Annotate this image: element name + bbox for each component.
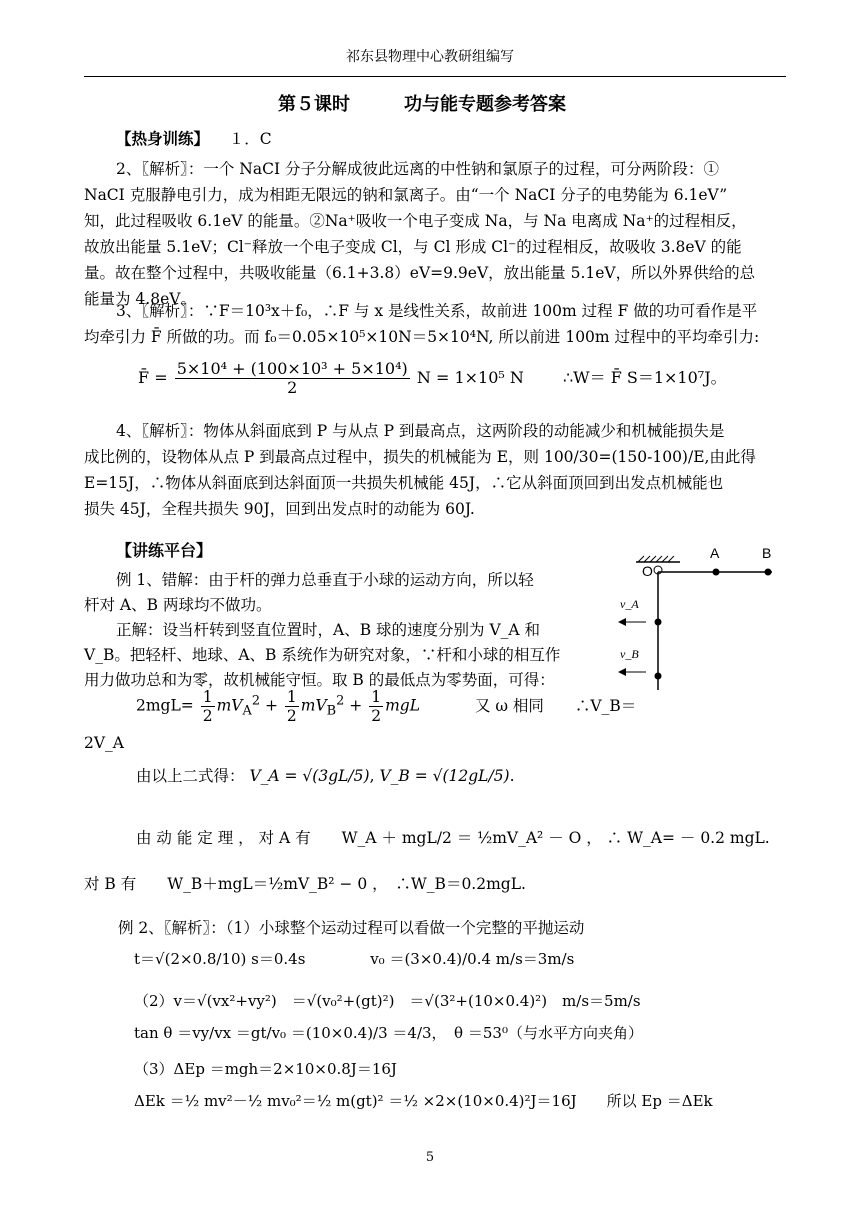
ball-b-bottom: [655, 673, 662, 680]
q4-line: 4、〖解析〗：物体从斜面底到 P 与从点 P 到最高点，这两阶段的动能减少和机械能损失是: [116, 422, 725, 440]
q2-line: NaCI 克服静电引力，成为相距无限远的钠和氯离子。由“一个 NaCI 分子的电势能为 6.1eV”: [84, 186, 728, 204]
example-2-time: t＝√(2×0.8/10) s＝0.4s v₀ ＝(3×0.4)/0.4 m/s＝3m/s: [134, 950, 575, 968]
example-1-analysis: [84, 568, 604, 693]
q3-line: 均牵引力 F̄ 所做的功。而 f₀＝0.05×10⁵×10N＝5×10⁴N, 所以前进 100m 过程中的平均牵引力:: [84, 328, 760, 346]
ball-a-top: [713, 569, 720, 576]
rod-figure: [612, 540, 788, 700]
q4-line: 成比例的，设物体从点 P 到最高点过程中，损失的机械能为 E，则 100/30=(150-100)/E,由此得: [84, 448, 756, 466]
q2-line: 能量为 4.8eV。: [84, 290, 196, 308]
q2-line: 故放出能量 5.1eV；Cl⁻释放一个电子变成 Cl，与 Cl 形成 Cl⁻的过程相反，故吸收 3.8eV 的能: [84, 238, 742, 256]
q2-line: 2、〖解析〗：一个 NaCI 分子分解成彼此远离的中性钠和氯原子的过程，可分两阶段：①: [116, 160, 720, 178]
q2-line: 知，此过程吸收 6.1eV 的能量。②Na⁺吸收一个电子变成 Na，与 Na 电离成 Na⁺的过程相反，: [84, 212, 747, 230]
svg-text:v_A: v_A: [620, 597, 639, 611]
equation-velocities: 由以上二式得： V_A = √(3gL/5), V_B = √(12gL/5).: [136, 767, 515, 785]
equation-work-b: 对 B 有 W_B＋mgL＝½mV_B² − 0 ， ∴W_B＝0.2mgL.: [84, 875, 526, 893]
example-2-velocity: （2）v＝√(vx²+vy²) ＝√(v₀²+(gt)²) ＝√(3²+(10×0.4)²) m/s＝5m/s: [134, 992, 641, 1010]
warmup-section-heading: 【热身训练】 １．C: [116, 129, 272, 148]
ball-b-top: [765, 569, 772, 576]
svg-text:O: O: [642, 563, 653, 579]
example-1-line: 杆对 A、B 两球均不做功。: [84, 596, 272, 614]
example-2-angle: tan θ ＝vy/vx ＝gt/v₀ ＝(10×0.4)/3 ＝4/3， θ ＝53⁰（与水平方向夹角）: [134, 1024, 643, 1042]
svg-text:v_B: v_B: [620, 647, 639, 661]
question-3-analysis: [84, 298, 784, 350]
q3-line: 3、〖解析〗：∵F＝10³x＋f₀，∴F 与 x 是线性关系，故前进 100m 过程 F 做的功可看作是平: [116, 302, 758, 320]
svg-text:B: B: [762, 545, 772, 561]
svg-text:A: A: [710, 545, 720, 561]
platform-section-heading: 【讲练平台】: [116, 541, 213, 560]
example-2-intro: 例 2、〖解析〗：（1）小球整个运动过程可以看做一个完整的平抛运动: [118, 919, 585, 937]
page-number: 5: [425, 1150, 435, 1165]
example-1-line: V_B。把轻杆、地球、A、B 系统作为研究对象，∵杆和小球的相互作: [84, 646, 561, 664]
example-1-line: 正解：设当杆转到竖直位置时，A、B 球的速度分别为 V_A 和: [116, 621, 541, 639]
header-rule: [84, 76, 786, 77]
q4-line: E=15J，∴物体从斜面底到达斜面顶一共损失机械能 45J，∴它从斜面顶回到出发点机械能也: [84, 474, 724, 492]
equation-vb-tail: 2V_A: [84, 734, 124, 752]
page-title: 第５课时 功与能专题参考答案: [278, 94, 566, 115]
question-4-analysis: [84, 418, 784, 522]
equation-work-a: 由 动 能 定 理 ， 对 A 有 W_A ＋ mgL/2 ＝ ½mV_A² － O ， ∴ W_A= － 0.2 mgL.: [136, 829, 770, 847]
question-2-analysis: [84, 156, 784, 312]
example-2-kinetic-energy: ΔEk ＝½ mv²－½ mv₀²＝½ m(gt)² ＝½ ×2×(10×0.4)²J＝16J 所以 Ep ＝ΔEk: [134, 1092, 713, 1110]
ball-a-bottom: [655, 619, 662, 626]
example-1-line: 用力做功总和为零，故机械能守恒。取 B 的最低点为零势面，可得：: [84, 671, 555, 689]
page-header: 祁东县物理中心教研组编写: [346, 49, 514, 65]
example-2-potential-energy: （3）ΔEp ＝mgh＝2×10×0.8J＝16J: [134, 1060, 397, 1078]
example-1-line: 例 1、错解：由于杆的弹力总垂直于小球的运动方向，所以轻: [116, 571, 534, 589]
question-3-formula: F̄ = $\frac{\text{5×10⁴ + (100×10³ + 5×10⁴)}}{2}$ N = 1×10⁵ N ∴W＝ F̄ S＝1×10⁷J。: [138, 359, 727, 397]
q4-line: 损失 45J，全程共损失 90J，回到出发点时的动能为 60J.: [84, 500, 475, 518]
q2-line: 量。故在整个过程中，共吸收能量（6.1+3.8）eV=9.9eV，放出能量 5.1eV，所以外界供给的总: [84, 264, 756, 282]
equation-energy-conservation: 2mgL= $\frac{1}{2}$ $mV_A^2$ + $\frac{1}{2}$ $mV_B^2$ + $\frac{1}{2}$ mgL 又 ω 相同 ∴V_B＝: [136, 688, 637, 725]
